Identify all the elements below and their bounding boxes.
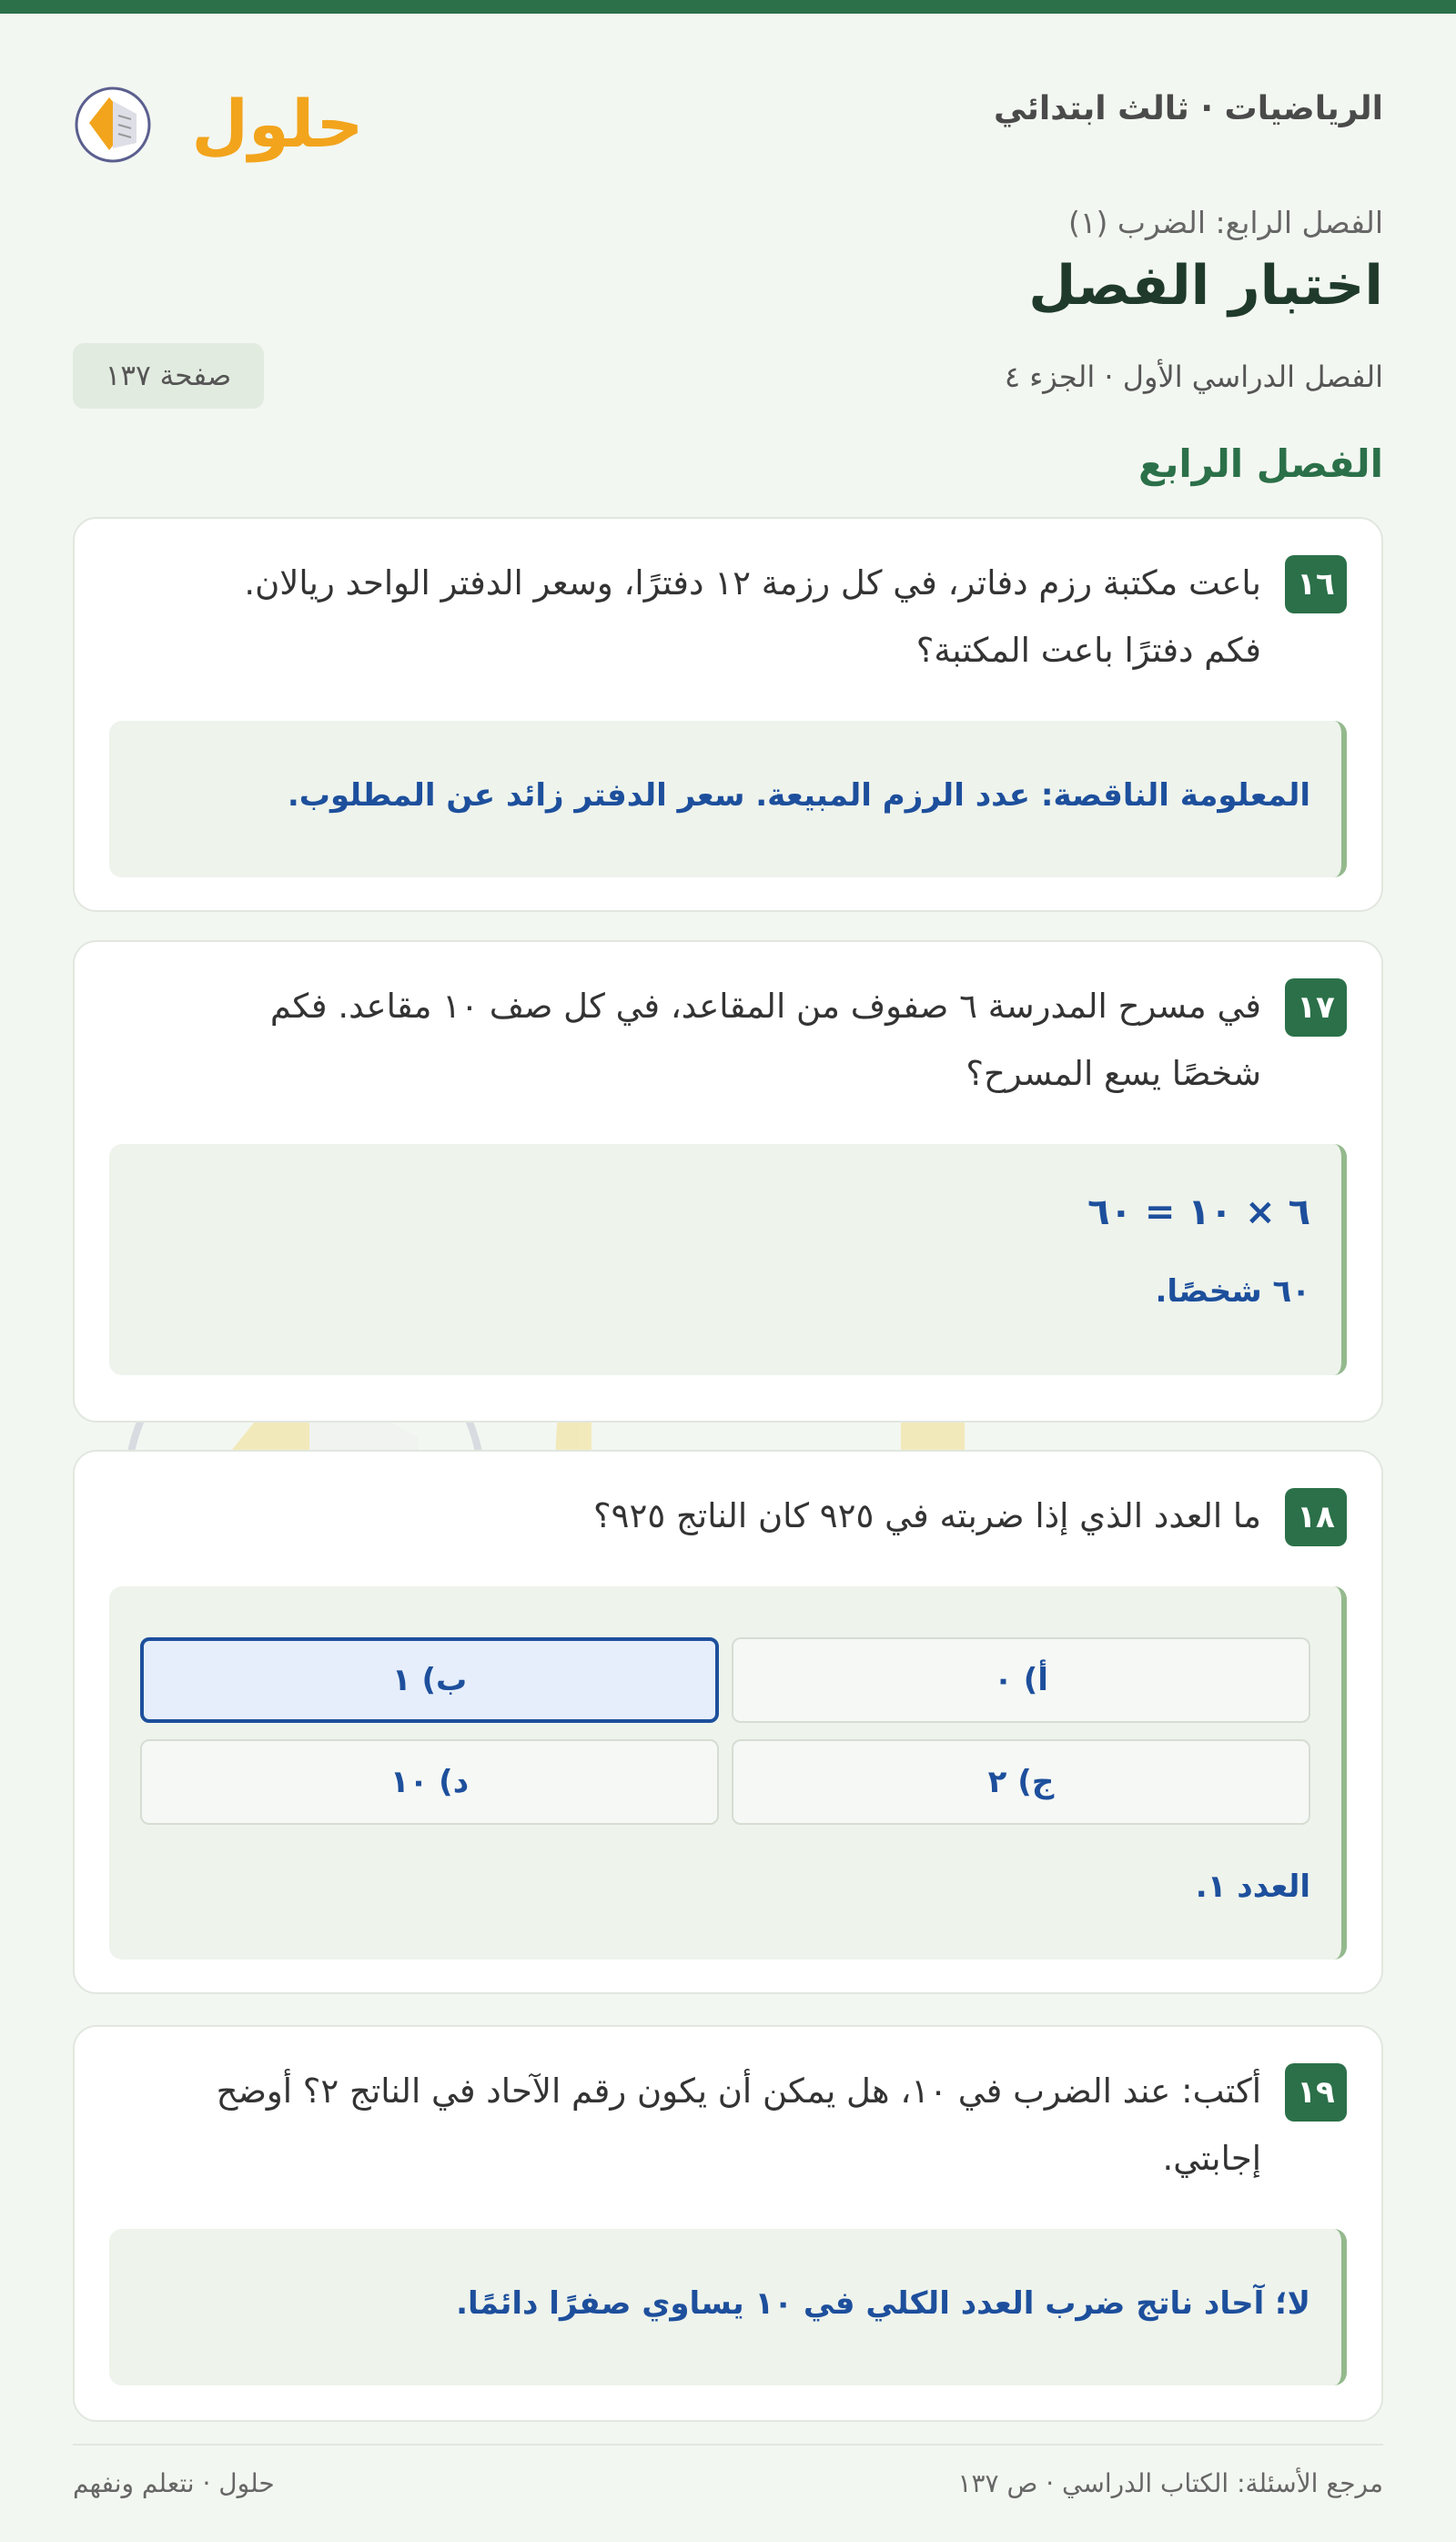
question-text: في مسرح المدرسة ٦ صفوف من المقاعد، في كل صف ١٠ مقاعد. فكم شخصًا يسع المسرح؟	[269, 987, 1261, 1093]
question-card-18	[73, 1450, 1383, 1994]
footer-divider	[73, 2444, 1383, 2446]
top-accent-bar	[0, 0, 1456, 14]
question-number-badge: ١٩	[1285, 2063, 1347, 2122]
answer-text: لا؛ آحاد ناتج ضرب العدد الكلي في ١٠ يساوي صفرًا دائمًا.	[456, 2285, 1310, 2322]
subject-grade-label: الرياضيات · ثالث ابتدائي	[993, 90, 1383, 127]
question-card-17	[73, 940, 1383, 1423]
option-b-selected[interactable]: ب) ١	[140, 1637, 719, 1723]
logo-text: حلول	[191, 86, 364, 162]
question-text: أكتب: عند الضرب في ١٠، هل يمكن أن يكون رقم الآحاد في الناتج ٢؟ أوضح إجابتي.	[216, 2071, 1261, 2178]
semester-label: الفصل الدراسي الأول · الجزء ٤	[1004, 360, 1383, 394]
page-number-badge: صفحة ١٣٧	[73, 343, 264, 409]
hulul-logo-icon[interactable]	[73, 74, 364, 165]
answer-box	[109, 2229, 1347, 2385]
answer-text: المعلومة الناقصة: عدد الرزم المبيعة. سعر الدفتر زائد عن المطلوب.	[287, 777, 1310, 814]
answer-box	[109, 1586, 1347, 1960]
answer-box	[109, 721, 1347, 877]
question-text: باعت مكتبة رزم دفاتر، في كل رزمة ١٢ دفترًا، وسعر الدفتر الواحد ريالان. فكم دفترًا باعت المكتبة؟	[244, 563, 1261, 670]
question-text: ما العدد الذي إذا ضربته في ٩٢٥ كان الناتج ٩٢٥؟	[592, 1496, 1261, 1535]
question-number-badge: ١٨	[1285, 1488, 1347, 1546]
answer-text: ٦٠ شخصًا.	[1155, 1273, 1310, 1310]
answer-box	[109, 1144, 1347, 1375]
option-a[interactable]: أ) ٠	[732, 1637, 1310, 1723]
page-title: اختبار الفصل	[1028, 254, 1383, 318]
question-number-badge: ١٦	[1285, 555, 1347, 613]
question-card-19	[73, 2025, 1383, 2422]
option-d[interactable]: د) ١٠	[140, 1739, 719, 1825]
chapter-subtitle: الفصل الرابع: الضرب (١)	[1067, 205, 1383, 240]
equation-text: ٦ × ١٠ = ٦٠	[1087, 1191, 1310, 1233]
question-number-badge: ١٧	[1285, 978, 1347, 1037]
option-c[interactable]: ج) ٢	[732, 1739, 1310, 1825]
question-card-16	[73, 517, 1383, 912]
answer-text: العدد ١.	[1195, 1869, 1310, 1905]
section-title: الفصل الرابع	[1138, 441, 1383, 486]
footer-reference: مرجع الأسئلة: الكتاب الدراسي · ص ١٣٧	[957, 2468, 1383, 2498]
footer-tagline: حلول · نتعلم ونفهم	[73, 2468, 275, 2498]
